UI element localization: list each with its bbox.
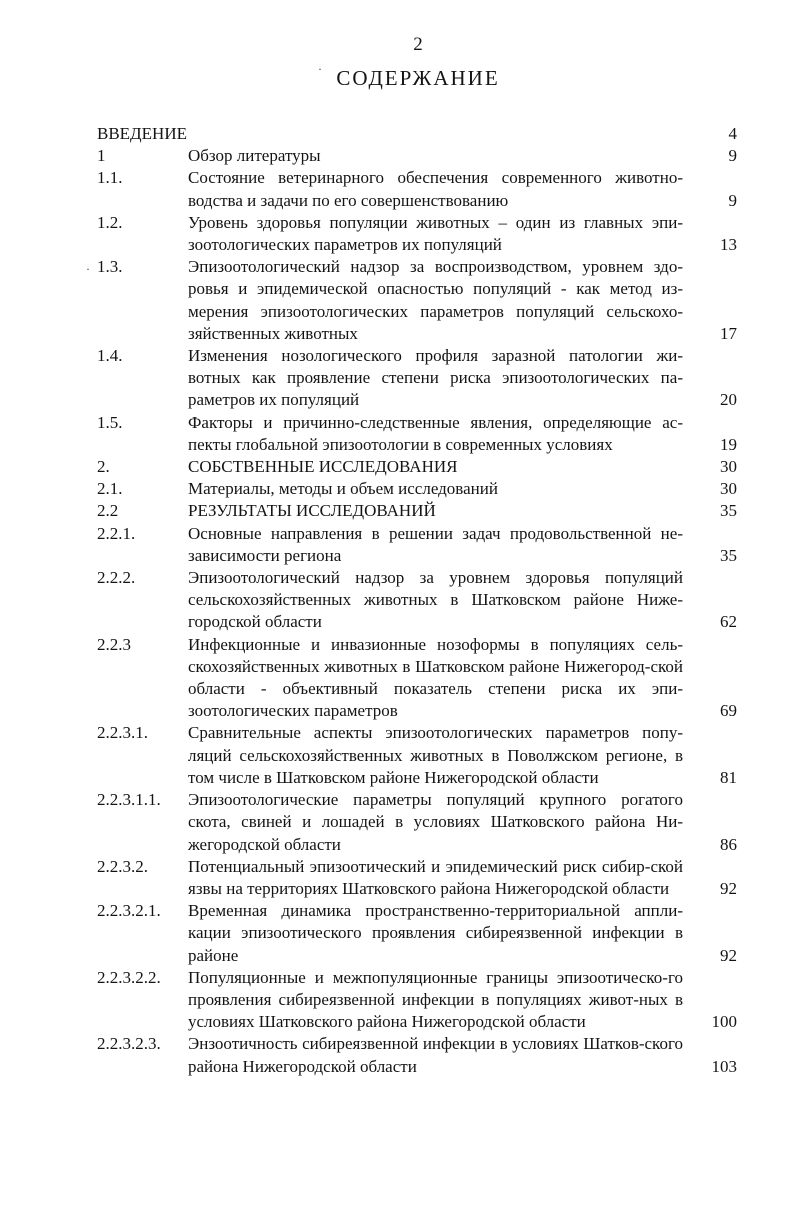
toc-entry-title: Сравнительные аспекты эпизоотологических параметров попу-ляций сельскохозяйственных животных в Поволжском регионе, в том числе в Шатковском районе Нижегородской области <box>188 723 683 787</box>
toc-entry-page: 30 <box>720 457 737 477</box>
toc-entry-title: Инфекционные и инвазионные нозоформы в популяциях сель-скохозяйственных животных в Шатковском районе Нижегород-ской области - объективный показатель степени риска их эпи-зоотологических параметров <box>188 634 683 721</box>
toc-entry-page: 92 <box>720 945 737 965</box>
toc-entry-number: 2.1. <box>97 479 123 499</box>
toc-entry <box>97 345 737 412</box>
toc-entry-page: 86 <box>720 834 737 854</box>
toc-intro-page: 4 <box>728 124 737 143</box>
toc-entry <box>97 500 737 522</box>
toc-entry <box>97 478 737 500</box>
toc-entry-title: СОБСТВЕННЫЕ ИССЛЕДОВАНИЯ <box>188 457 458 477</box>
toc-entry-title: Энзоотичность сибиреязвенной инфекции в условиях Шатков-ского района Нижегородской области <box>188 1034 683 1076</box>
toc-entry-number: 2.2.3.2. <box>97 856 148 876</box>
toc-entry-number: 2.2.3 <box>97 634 131 654</box>
toc-entry-title: Материалы, методы и объем исследований <box>188 479 498 499</box>
toc-entry-number: 2.2.3.2.1. <box>97 901 161 921</box>
toc-entry <box>97 634 737 723</box>
toc-entry-page: 100 <box>711 1012 737 1032</box>
toc-entry-page: 20 <box>720 390 737 410</box>
toc-entry-title: Эпизоотологические параметры популяций крупного рогатого скота, свиней и лошадей в условиях Шатковского района Ни-жегородской области <box>188 790 683 854</box>
toc-entry-title: Уровень здоровья популяции животных – один из главных эпи-зоотологических параметров их популяций <box>188 212 683 255</box>
toc-entry-number: 1.2. <box>97 212 123 232</box>
toc-entry-page: 69 <box>720 701 737 721</box>
toc-entry-number: 1 <box>97 146 106 166</box>
toc-entry-title: Популяционные и межпопуляционные границы эпизоотическо-го проявления сибиреязвенной инфекции в популяциях живот-ных в условиях Шатковского района Нижегородской области <box>188 967 683 1032</box>
toc-entry <box>97 167 737 211</box>
toc-entry-page: 92 <box>720 878 737 898</box>
toc-entry <box>97 256 737 345</box>
toc-entry-number: 1.3. <box>97 257 123 277</box>
scan-speck: · <box>318 62 322 76</box>
toc-entry-number: 1.4. <box>97 346 123 366</box>
toc-entry <box>97 789 737 856</box>
toc-entry-title: Временная динамика пространственно-территориальной аппли-кации эпизоотического проявления сибиреязвенной инфекции в районе <box>188 901 683 965</box>
toc-entry-intro <box>97 123 737 145</box>
toc-entry-list <box>97 145 737 1078</box>
toc-intro-label: ВВЕДЕНИЕ <box>97 124 187 143</box>
toc-entry-page: 19 <box>720 434 737 454</box>
toc-entry-title: Изменения нозологического профиля заразной патологии жи-вотных как проявление степени риска эпизоотологических па-раметров их популяций <box>188 346 683 410</box>
toc-entry-number: 2.2.3.1.1. <box>97 790 161 810</box>
toc-entry-title: РЕЗУЛЬТАТЫ ИССЛЕДОВАНИЙ <box>188 501 436 521</box>
toc-entry <box>97 456 737 478</box>
toc-entry-number: 2.2.3.1. <box>97 723 148 743</box>
toc-entry-number: 2.2.3.2.2. <box>97 967 161 987</box>
table-of-contents <box>97 123 737 1078</box>
toc-entry-page: 9 <box>728 190 737 210</box>
toc-entry-number: 2. <box>97 457 110 477</box>
toc-entry <box>97 523 737 567</box>
toc-entry <box>97 722 737 789</box>
toc-entry <box>97 967 737 1034</box>
toc-entry <box>97 1033 737 1077</box>
toc-entry <box>97 412 737 456</box>
toc-entry <box>97 145 737 167</box>
toc-entry-number: 2.2.2. <box>97 568 136 588</box>
toc-entry-number: 2.2.3.2.3. <box>97 1034 161 1054</box>
toc-entry-title: Состояние ветеринарного обеспечения современного животно-водства и задачи по его совершенствованию <box>188 168 683 210</box>
toc-entry-number: 1.5. <box>97 412 123 432</box>
toc-entry <box>97 212 737 256</box>
toc-entry-number: 2.2.1. <box>97 523 136 543</box>
toc-entry-page: 13 <box>720 235 737 255</box>
toc-entry-title: Обзор литературы <box>188 146 321 166</box>
toc-entry-page: 35 <box>720 501 737 521</box>
toc-entry-page: 62 <box>720 612 737 632</box>
toc-entry-page: 35 <box>720 545 737 565</box>
page-number: 2 <box>413 34 423 55</box>
toc-entry-title: Эпизоотологический надзор за уровнем здоровья популяций сельскохозяйственных животных в Шатковском районе Ниже-городской области <box>188 568 683 632</box>
scan-speck: · <box>86 262 90 276</box>
toc-entry-title: Потенциальный эпизоотический и эпидемический риск сибир-ской язвы на территориях Шатковского района Нижегородской области <box>188 856 683 898</box>
toc-entry <box>97 856 737 900</box>
toc-entry-page: 17 <box>720 323 737 343</box>
toc-entry <box>97 900 737 967</box>
toc-entry-page: 30 <box>720 479 737 499</box>
toc-entry-page: 81 <box>720 767 737 787</box>
toc-entry-page: 103 <box>711 1056 737 1076</box>
toc-entry-number: 2.2 <box>97 501 119 521</box>
toc-entry-title: Факторы и причинно-следственные явления, определяющие ас-пекты глобальной эпизоотологии в современных условиях <box>188 412 683 454</box>
page-title: СОДЕРЖАНИЕ <box>336 66 500 90</box>
toc-entry-page: 9 <box>728 146 737 166</box>
toc-entry-title: Основные направления в решении задач продовольственной не-зависимости региона <box>188 523 683 565</box>
toc-entry-number: 1.1. <box>97 168 123 188</box>
toc-entry-title: Эпизоотологический надзор за воспроизводством, уровнем здо-ровья и эпидемической опасностью популяций - как метод из-мерения эпизоотологических параметров популяций сельскохо-зяйственных животных <box>188 257 683 343</box>
toc-entry <box>97 567 737 634</box>
